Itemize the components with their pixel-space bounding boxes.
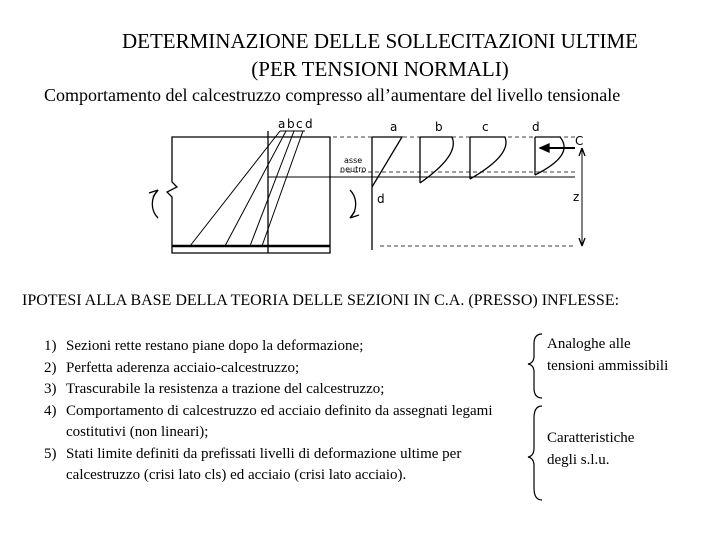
neutral-axis-label-1: asse xyxy=(344,156,363,165)
section-diagram xyxy=(0,115,720,285)
list-item: 2) Perfetta aderenza acciaio-calcestruzzo; xyxy=(44,359,300,376)
stress-label-b: b xyxy=(435,120,443,134)
dim-label-z: z xyxy=(573,190,580,204)
title-line-2: (PER TENSIONI NORMALI) xyxy=(251,57,509,81)
group-label-allowable-stress: Analoghe alle tensioni ammissibili xyxy=(547,336,669,374)
list-item: 5) Stati limite definiti da prefissati livelli di deformazione ultime per calcestruzzo (crisi lato cls) ed acciaio (crisi lato acciaio). xyxy=(44,445,462,483)
force-label: C xyxy=(575,134,584,148)
strain-lines xyxy=(190,131,305,246)
list-item: 3) Trascurabile la resistenza a trazione del calcestruzzo; xyxy=(44,381,385,397)
strain-label-d: d xyxy=(305,117,313,131)
hypotheses-list xyxy=(44,336,504,487)
strain-label-b: b xyxy=(287,117,295,131)
dim-label-d: d xyxy=(377,192,385,206)
hypotheses-heading: IPOTESI ALLA BASE DELLA TEORIA DELLE SEZIONI IN C.A. (PRESSO) INFLESSE: xyxy=(22,292,620,309)
beam-outline xyxy=(167,137,330,253)
grouping-braces xyxy=(520,330,550,505)
neutral-axis-label-2: neutro xyxy=(340,165,367,174)
subtitle: Comportamento del calcestruzzo compresso all’aumentare del livello tensionale xyxy=(44,85,621,105)
stress-blocks xyxy=(372,137,564,250)
brace-1 xyxy=(528,334,542,398)
list-item: 4) Comportamento di calcestruzzo ed acciaio definito da assegnati legami costitutivi (non lineari); xyxy=(44,402,493,440)
stress-label-a: a xyxy=(390,120,398,134)
title-line-1: DETERMINAZIONE DELLE SOLLECITAZIONI ULTIME xyxy=(121,29,639,53)
list-item: 1) Sezioni rette restano piane dopo la deformazione; xyxy=(44,338,364,354)
group-label-ultimate-limit-states: Caratteristiche degli s.l.u. xyxy=(547,430,635,468)
stress-label-d: d xyxy=(532,120,540,134)
stress-label-c: c xyxy=(482,120,489,134)
brace-2 xyxy=(528,406,542,500)
strain-label-a: a xyxy=(278,117,286,131)
strain-label-c: c xyxy=(296,117,303,131)
